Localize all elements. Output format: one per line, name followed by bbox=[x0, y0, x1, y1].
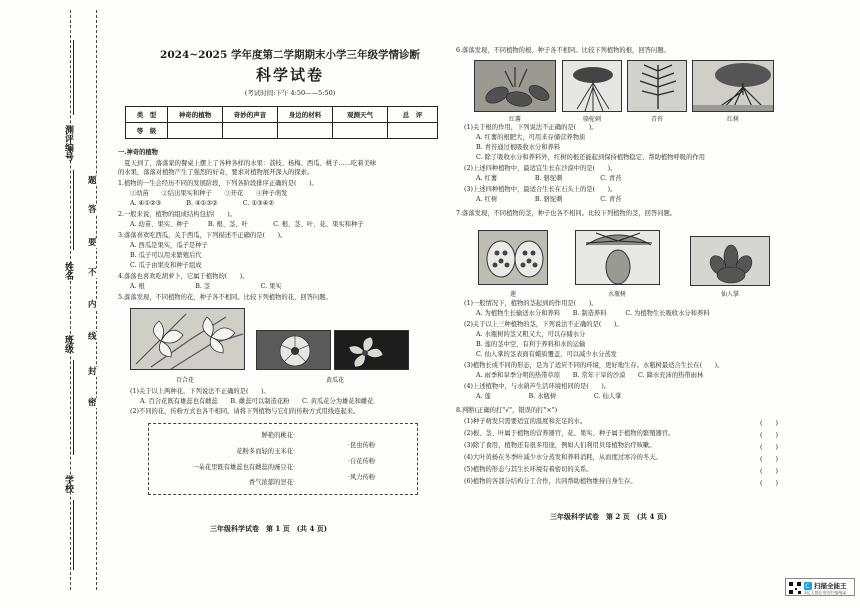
cucumber-flower-photo-2 bbox=[334, 330, 409, 370]
match-right-item[interactable]: ·昆虫传粉 bbox=[348, 442, 376, 449]
match-right-item[interactable]: ·风力传粉 bbox=[348, 474, 376, 481]
name-field[interactable] bbox=[73, 170, 74, 250]
stem-caption: 仙人掌 bbox=[720, 291, 739, 298]
grade-cell[interactable] bbox=[168, 123, 223, 139]
question-6-1-option-a: A. 红薯的根肥大，可用来存储营养物质 bbox=[476, 134, 586, 141]
school-field[interactable] bbox=[73, 500, 74, 570]
cucumber-flower-photo-1 bbox=[256, 330, 331, 370]
question-7-2: (2)关于以上三种植物的茎，下列说法不正确的是( )。 bbox=[464, 321, 623, 328]
question-4: 4.落落也喜欢吃胡萝卜，它属于植物的( )。 bbox=[118, 273, 249, 280]
name-label: 姓名 bbox=[63, 262, 73, 280]
exam-number-label: 测评编号 bbox=[63, 125, 73, 161]
judge-answer-box[interactable]: ( ) bbox=[760, 419, 779, 427]
grade-cell[interactable] bbox=[333, 123, 388, 139]
judge-answer-box[interactable]: ( ) bbox=[760, 455, 779, 463]
match-right-item[interactable]: ·自花传粉 bbox=[348, 458, 376, 465]
qr-code-icon bbox=[788, 581, 802, 595]
cactus-photo bbox=[690, 236, 770, 286]
intro-line-2: 的水果，落落对植物产生了强烈的好奇，要求对植物展开深入的探索。 bbox=[118, 169, 314, 176]
seal-char: 答 bbox=[88, 205, 97, 215]
question-7-2-option-c: C. 仙人掌的茎表面有蜡质覆盖，可以减少水分蒸发 bbox=[476, 351, 617, 358]
svg-text:C: C bbox=[805, 583, 810, 590]
question-7-4-options: A. 莲 B. 水瓶树 C. 仙人掌 bbox=[476, 393, 622, 400]
judge-answer-box[interactable]: ( ) bbox=[760, 479, 779, 487]
class-label: 班级 bbox=[63, 335, 73, 353]
judge-item: (1)种子萌发只需要适宜的温度和充足的水。 bbox=[464, 418, 587, 425]
judge-answer-box[interactable]: ( ) bbox=[760, 443, 779, 451]
seal-char: 封 bbox=[88, 367, 97, 377]
question-1-options: A. ④①②③ B. ④①③② C. ①③④② bbox=[130, 200, 274, 207]
question-3-option-c: C. 瓜子由果皮和种子组成 bbox=[130, 262, 202, 269]
question-7: 7.落落发现，不同植物的茎，种子也各不相同。比较下列植物的茎，回答问题。 bbox=[456, 210, 677, 217]
judge-item: (3)除了食用，植物还有很多用途，例如人们利用贝母植物治疗咳嗽。 bbox=[464, 442, 656, 449]
score-header-cell: 身边的材料 bbox=[278, 107, 333, 123]
seal-char: 要 bbox=[88, 238, 97, 248]
scanner-watermark bbox=[785, 578, 855, 596]
question-5-1: (1)关于以上两种花，下列说法不正确的是( )。 bbox=[130, 388, 270, 395]
question-4-options: A. 根 B. 茎 C. 果实 bbox=[130, 283, 282, 290]
root-caption: 骆驼刺 bbox=[582, 116, 601, 123]
judge-answer-box[interactable]: ( ) bbox=[760, 431, 779, 439]
camelthorn-photo bbox=[562, 60, 622, 112]
seal-char: 不 bbox=[88, 268, 97, 278]
question-8: 8.判断(正确的打"√"，错误的打"×") bbox=[456, 407, 558, 414]
class-field[interactable] bbox=[73, 360, 74, 455]
scanner-slogan: 3亿人都在用的扫描App bbox=[804, 590, 847, 595]
question-7-3-options: A. 雨季和旱季分明的热带草原 B. 常年干旱的沙漠 C. 降水充沛的热带雨林 bbox=[476, 372, 704, 379]
section-heading: 一.神奇的植物 bbox=[118, 149, 158, 156]
question-6: 6.落落发现，不同植物的根，种子各不相同。比较下列植物的根，回答问题。 bbox=[456, 47, 670, 54]
moss-photo bbox=[627, 60, 687, 112]
lotus-photo bbox=[478, 230, 548, 285]
exam-subtitle: 科学试卷 bbox=[255, 66, 324, 84]
stem-caption: 水瓶树 bbox=[607, 291, 626, 298]
root-caption: 青苔 bbox=[650, 116, 663, 123]
match-left-item[interactable]: 鲜艳的桃花· bbox=[261, 432, 295, 439]
intro-line-1: 夏天到了，落落家的餐桌上摆上了各种各样的水果：荔枝、杨梅、西瓜、桃子……吃着美味 bbox=[118, 160, 377, 167]
grade-label-cell: 等 级 bbox=[126, 123, 168, 139]
question-2: 2.一般来说，植物的组成结构包括( )。 bbox=[118, 211, 236, 218]
question-7-1-options: A. 为植物生长输送水分和养料 B. 制造养料 C. 为植物生长吸收水分和养料 bbox=[476, 310, 710, 317]
grade-cell[interactable] bbox=[223, 123, 278, 139]
cucumber-flower-caption: 黄瓜花 bbox=[325, 377, 344, 384]
root-caption: 红薯 bbox=[508, 116, 521, 123]
question-6-1: (1)关于根的作用，下列说法不正确的是( )。 bbox=[464, 124, 598, 131]
question-1: 1.植物的一生会经历不同的发展阶段，下列各阶段排序正确的是( )。 bbox=[118, 180, 318, 187]
match-left-item[interactable]: 花粉多而轻的玉米花· bbox=[236, 448, 295, 455]
school-label: 学校 bbox=[63, 475, 73, 493]
root-caption: 红树 bbox=[726, 116, 739, 123]
mangrove-photo bbox=[692, 60, 774, 112]
score-table bbox=[125, 106, 438, 139]
score-header-cell: 观测天气 bbox=[333, 107, 388, 123]
seal-char: 密 bbox=[88, 398, 97, 408]
judge-item: (2)根、茎、叶属于植物的营养器官，花、果实、种子属于植物的繁殖器官。 bbox=[464, 430, 675, 437]
grade-cell[interactable] bbox=[278, 123, 333, 139]
grade-cell[interactable] bbox=[388, 123, 438, 139]
question-6-1-option-c: C. 除了吸收水分和养料外，红树的根还能起到保持植物稳定、帮助植物呼吸的作用 bbox=[476, 154, 705, 161]
lily-photo bbox=[130, 308, 245, 370]
judge-item: (6)植物的各部分结构分工合作，共同帮助植物维持自身生存。 bbox=[464, 478, 637, 485]
question-7-2-option-b: B. 莲的茎中空，有利于养料和水的运输 bbox=[476, 341, 586, 348]
judge-answer-box[interactable]: ( ) bbox=[760, 467, 779, 475]
binding-line-outer bbox=[70, 10, 71, 590]
score-table-header-row bbox=[126, 107, 438, 123]
exam-title: 2024~2025 学年度第二学期期末小学三年级学情诊断 bbox=[160, 49, 420, 61]
stem-caption: 莲 bbox=[509, 291, 516, 298]
question-5-1-options: A. 百合花既有雄蕊也有雌蕊 B. 雌蕊可以制造花粉 C. 黄瓜花分为雄花和雌花 bbox=[140, 398, 374, 405]
question-6-2-options: A. 红薯 B. 骆驼刺 C. 青苔 bbox=[476, 175, 622, 182]
page-2-footer: 三年级科学试卷 第 2 页 (共 4 页) bbox=[550, 512, 668, 521]
exam-number-field[interactable] bbox=[73, 40, 74, 115]
judge-item: (4)大叶黄杨在冬季叶减少水分蒸发和养料消耗，从而度过寒冷的冬天。 bbox=[464, 454, 662, 461]
question-3: 3.落落喜欢吃西瓜，关于西瓜，下列描述不正确的是( )。 bbox=[118, 232, 287, 239]
judge-item: (5)植物的形态与其生长环境有着密切的关系。 bbox=[464, 466, 593, 473]
seal-char: 内 bbox=[88, 300, 97, 310]
question-3-option-b: B. 瓜子可以用来繁殖后代 bbox=[130, 252, 202, 259]
scanner-brand: 扫描全能王 bbox=[814, 582, 847, 590]
question-6-1-option-b: B. 青苔通过根吸收水分和养料 bbox=[476, 144, 561, 151]
seal-char: 题 bbox=[88, 176, 97, 186]
score-header-cell: 类 型 bbox=[126, 107, 168, 123]
question-6-3-options: A. 红树 B. 骆驼刺 C. 青苔 bbox=[476, 196, 622, 203]
question-5: 5.落落发现，不同植物的花，种子各不相同。比较下列植物的花，回答问题。 bbox=[118, 294, 332, 301]
score-table-grade-row bbox=[126, 123, 438, 139]
exam-time: (考试时间:下午 4:50——5:50) bbox=[244, 89, 336, 97]
camscanner-logo-icon bbox=[804, 582, 812, 590]
seal-char: 线 bbox=[88, 332, 97, 342]
question-6-2: (2)上述四种植物中，最适宜生长在沙漠中的是( )。 bbox=[464, 165, 617, 172]
match-left-item[interactable]: 香气浓郁的昙花· bbox=[248, 479, 295, 486]
score-header-cell: 神奇的植物 bbox=[168, 107, 223, 123]
score-header-cell: 总 评 bbox=[388, 107, 438, 123]
question-7-3: (3)植物长成不同的形态，是为了适应不同的环境，更好地生存。水瓶树最适合生长在( )。 bbox=[464, 362, 724, 369]
bottle-tree-photo bbox=[575, 230, 660, 285]
question-7-1: (1)一般情况下，植物的茎起到的作用是( )。 bbox=[464, 300, 598, 307]
question-5-2: (2)不同的花，传粉方式也各不相同。请将下列植物与它们的传粉方式用线连起来。 bbox=[130, 408, 360, 415]
match-left-item[interactable]: 一朵花里既有雄蕊也有雌蕊的豌豆花· bbox=[192, 464, 295, 471]
question-2-options: A. 幼苗、果实、种子 B. 根、茎、叶 C. 根、茎、叶、花、果实和种子 bbox=[130, 221, 364, 228]
sweet-potato-photo bbox=[474, 60, 556, 112]
question-7-2-option-a: A. 水瓶树的茎又粗又大，可以存储水分 bbox=[476, 331, 586, 338]
lily-caption: 百合花 bbox=[175, 377, 194, 384]
score-header-cell: 奇妙的声音 bbox=[223, 107, 278, 123]
page-1-footer: 三年级科学试卷 第 1 页 (共 4 页) bbox=[210, 524, 328, 533]
question-7-4: (4)上述植物中，与水葫芦生活环境相同的是( )。 bbox=[464, 383, 611, 390]
question-6-3: (3)上述四种植物中，最适合生长在石头上的是( )。 bbox=[464, 186, 617, 193]
question-1-items: ①幼苗 ②结出果实和种子 ③开花 ④种子萌发 bbox=[130, 190, 288, 197]
question-3-option-a: A. 西瓜是果实，瓜子是种子 bbox=[130, 242, 208, 249]
